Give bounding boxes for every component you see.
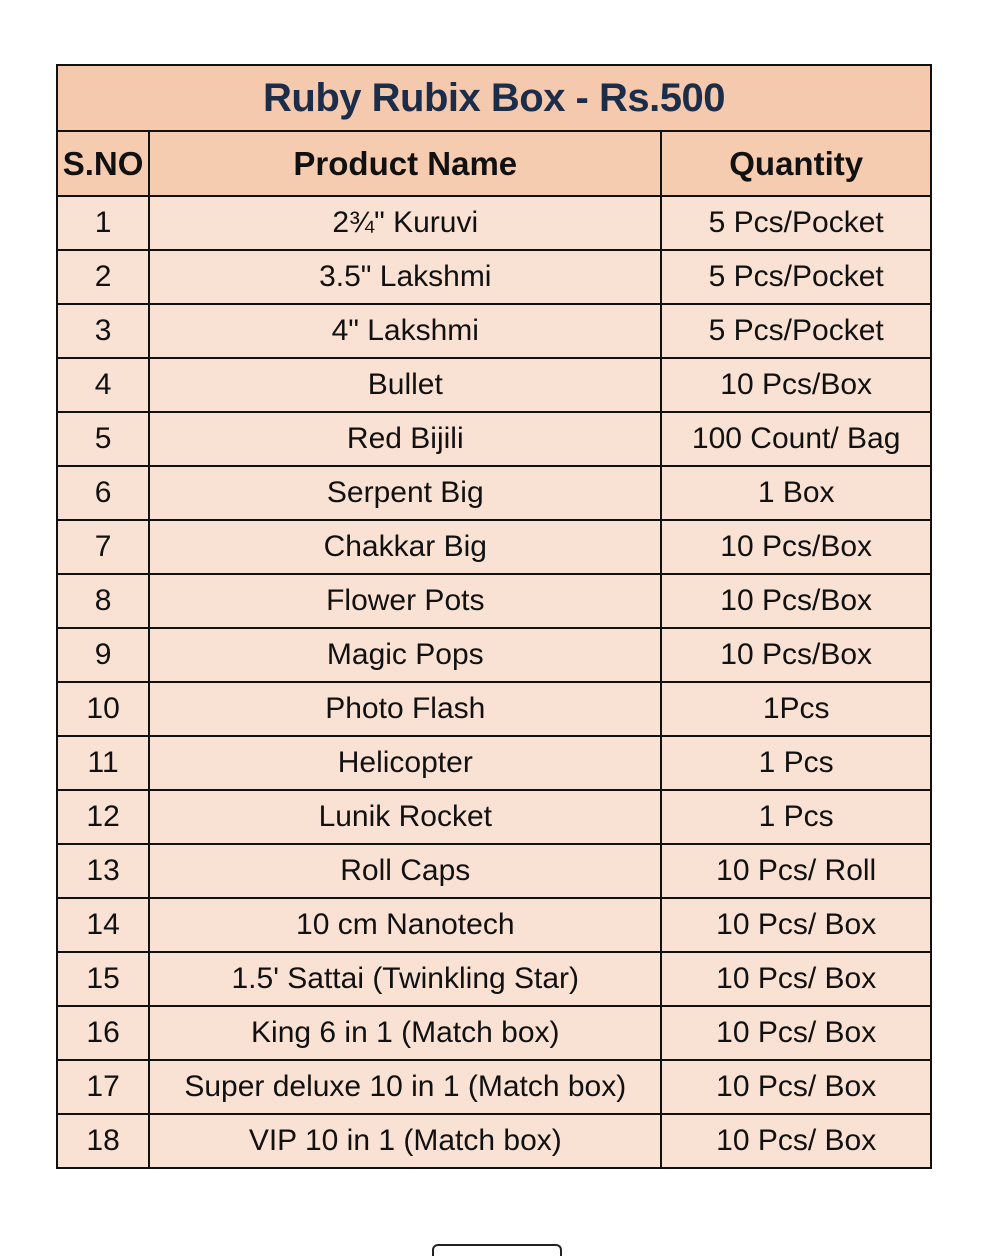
table-row — [57, 1006, 931, 1060]
table-row — [57, 898, 931, 952]
table-row — [57, 1060, 931, 1114]
cell-sno: 6 — [57, 466, 149, 520]
cell-product-name: Helicopter — [149, 736, 661, 790]
cell-sno: 8 — [57, 574, 149, 628]
cell-quantity: 10 Pcs/Box — [661, 574, 931, 628]
table-row — [57, 412, 931, 466]
cell-product-name: Serpent Big — [149, 466, 661, 520]
bottom-handle — [432, 1244, 562, 1256]
table-row — [57, 304, 931, 358]
cell-product-name: 10 cm Nanotech — [149, 898, 661, 952]
table-row — [57, 682, 931, 736]
cell-quantity: 100 Count/ Bag — [661, 412, 931, 466]
cell-quantity: 5 Pcs/Pocket — [661, 304, 931, 358]
cell-product-name: Chakkar Big — [149, 520, 661, 574]
column-header-quantity: Quantity — [661, 131, 931, 196]
cell-product-name: Bullet — [149, 358, 661, 412]
cell-product-name: Photo Flash — [149, 682, 661, 736]
cell-product-name: Lunik Rocket — [149, 790, 661, 844]
cell-quantity: 1Pcs — [661, 682, 931, 736]
cell-quantity: 10 Pcs/Box — [661, 520, 931, 574]
table-row — [57, 952, 931, 1006]
cell-sno: 5 — [57, 412, 149, 466]
cell-product-name: Magic Pops — [149, 628, 661, 682]
cell-quantity: 10 Pcs/Box — [661, 358, 931, 412]
cell-product-name: 2¾" Kuruvi — [149, 196, 661, 250]
cell-sno: 16 — [57, 1006, 149, 1060]
cell-sno: 14 — [57, 898, 149, 952]
cell-sno: 11 — [57, 736, 149, 790]
table-title: Ruby Rubix Box - Rs.500 — [57, 65, 931, 131]
cell-quantity: 10 Pcs/ Box — [661, 1060, 931, 1114]
cell-quantity: 5 Pcs/Pocket — [661, 250, 931, 304]
column-header-product-name: Product Name — [149, 131, 661, 196]
cell-sno: 18 — [57, 1114, 149, 1168]
cell-product-name: 3.5" Lakshmi — [149, 250, 661, 304]
column-header-sno: S.NO — [57, 131, 149, 196]
table-row — [57, 520, 931, 574]
cell-quantity: 10 Pcs/ Box — [661, 1114, 931, 1168]
table-row — [57, 628, 931, 682]
cell-product-name: Super deluxe 10 in 1 (Match box) — [149, 1060, 661, 1114]
cell-quantity: 1 Box — [661, 466, 931, 520]
cell-sno: 4 — [57, 358, 149, 412]
cell-sno: 2 — [57, 250, 149, 304]
table-row — [57, 736, 931, 790]
cell-product-name: King 6 in 1 (Match box) — [149, 1006, 661, 1060]
cell-quantity: 5 Pcs/Pocket — [661, 196, 931, 250]
cell-quantity: 10 Pcs/ Box — [661, 952, 931, 1006]
table-row — [57, 574, 931, 628]
product-table — [56, 64, 932, 1169]
cell-product-name: VIP 10 in 1 (Match box) — [149, 1114, 661, 1168]
cell-product-name: 4" Lakshmi — [149, 304, 661, 358]
table-row — [57, 1114, 931, 1168]
cell-product-name: 1.5' Sattai (Twinkling Star) — [149, 952, 661, 1006]
cell-sno: 7 — [57, 520, 149, 574]
cell-quantity: 10 Pcs/Box — [661, 628, 931, 682]
cell-sno: 12 — [57, 790, 149, 844]
table-body — [57, 196, 931, 1168]
table-row — [57, 844, 931, 898]
title-row — [57, 65, 931, 131]
cell-quantity: 1 Pcs — [661, 736, 931, 790]
cell-sno: 13 — [57, 844, 149, 898]
cell-product-name: Red Bijili — [149, 412, 661, 466]
table-row — [57, 250, 931, 304]
table-row — [57, 358, 931, 412]
cell-quantity: 1 Pcs — [661, 790, 931, 844]
cell-product-name: Flower Pots — [149, 574, 661, 628]
cell-sno: 10 — [57, 682, 149, 736]
cell-quantity: 10 Pcs/ Roll — [661, 844, 931, 898]
cell-sno: 17 — [57, 1060, 149, 1114]
cell-quantity: 10 Pcs/ Box — [661, 1006, 931, 1060]
cell-sno: 3 — [57, 304, 149, 358]
cell-sno: 15 — [57, 952, 149, 1006]
table-row — [57, 466, 931, 520]
table-row — [57, 790, 931, 844]
table-row — [57, 196, 931, 250]
cell-sno: 9 — [57, 628, 149, 682]
header-row — [57, 131, 931, 196]
cell-quantity: 10 Pcs/ Box — [661, 898, 931, 952]
cell-sno: 1 — [57, 196, 149, 250]
cell-product-name: Roll Caps — [149, 844, 661, 898]
